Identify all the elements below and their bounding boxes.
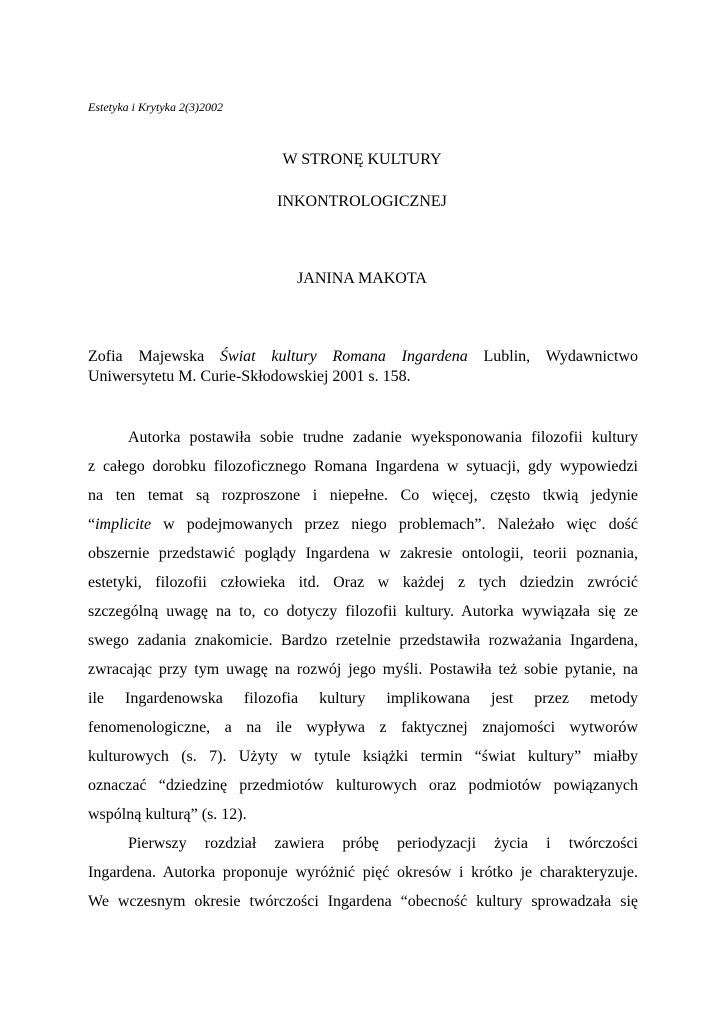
body-line: Ingardena. Autorka proponuje wyróżnić pięć okresów i krótko je charakteryzuje. xyxy=(88,864,638,881)
body-line: szczególną uwagę na to, co dotyczy filozofii kultury. Autorka wywiązała się ze xyxy=(88,603,638,620)
article-title-line-1: W STRONĘ KULTURY xyxy=(282,151,442,168)
body-line: “implicite w podejmowanych przez niego problemach”. Należało więc dość xyxy=(88,516,638,533)
body-line: kulturowych (s. 7). Użyty w tytule książki termin “świat kultury” miałby xyxy=(88,748,638,765)
book-author: Zofia Majewska xyxy=(88,348,205,365)
journal-header: Estetyka i Krytyka 2(3)2002 xyxy=(88,100,223,114)
review-body xyxy=(88,428,638,921)
body-line: estetyki, filozofii człowieka itd. Oraz w każdej z tych dziedzin zwrócić xyxy=(88,574,638,591)
body-line: swego zadania znakomicie. Bardzo rzetelnie przedstawiła rozważania Ingardena, xyxy=(88,632,638,649)
body-line: Pierwszy rozdział zawiera próbę periodyzacji życia i twórczości xyxy=(128,835,638,852)
emphasis-latin: implicite xyxy=(95,516,152,533)
body-line: zwracając przy tym uwagę na rozwój jego myśli. Postawiła też sobie pytanie, na xyxy=(88,661,638,678)
citation-line-1 xyxy=(88,347,638,367)
body-line: obszernie przedstawić poglądy Ingardena w zakresie ontologii, teorii poznania, xyxy=(88,545,638,562)
body-line: ile Ingardenowska filozofia kultury implikowana jest przez metody xyxy=(88,690,638,707)
citation-line-2: Uniwersytetu M. Curie-Skłodowskiej 2001 s. 158. xyxy=(88,368,411,385)
book-publisher: Lublin, Wydawnictwo xyxy=(483,348,639,365)
body-line: na ten temat są rozproszone i niepełne. Co więcej, często tkwią jedynie xyxy=(88,487,638,504)
body-line: z całego dorobku filozoficznego Romana Ingardena w sytuacji, gdy wypowiedzi xyxy=(88,458,638,475)
body-line: wspólną kulturą” (s. 12). xyxy=(88,806,247,823)
book-title: Świat kultury Romana Ingardena xyxy=(220,348,468,365)
body-line: fenomenologiczne, a na ile wypływa z faktycznej znajomości wytworów xyxy=(88,719,638,736)
reviewed-book-citation xyxy=(88,347,638,387)
body-line: oznaczać “dziedzinę przedmiotów kulturowych oraz podmiotów powiązanych xyxy=(88,777,638,794)
article-title-line-2: INKONTROLOGICZNEJ xyxy=(277,193,447,210)
article-author: JANINA MAKOTA xyxy=(297,270,427,287)
body-line: We wczesnym okresie twórczości Ingardena “obecność kultury sprowadzała się xyxy=(88,893,638,910)
body-line: Autorka postawiła sobie trudne zadanie wyeksponowania filozofii kultury xyxy=(128,429,638,446)
